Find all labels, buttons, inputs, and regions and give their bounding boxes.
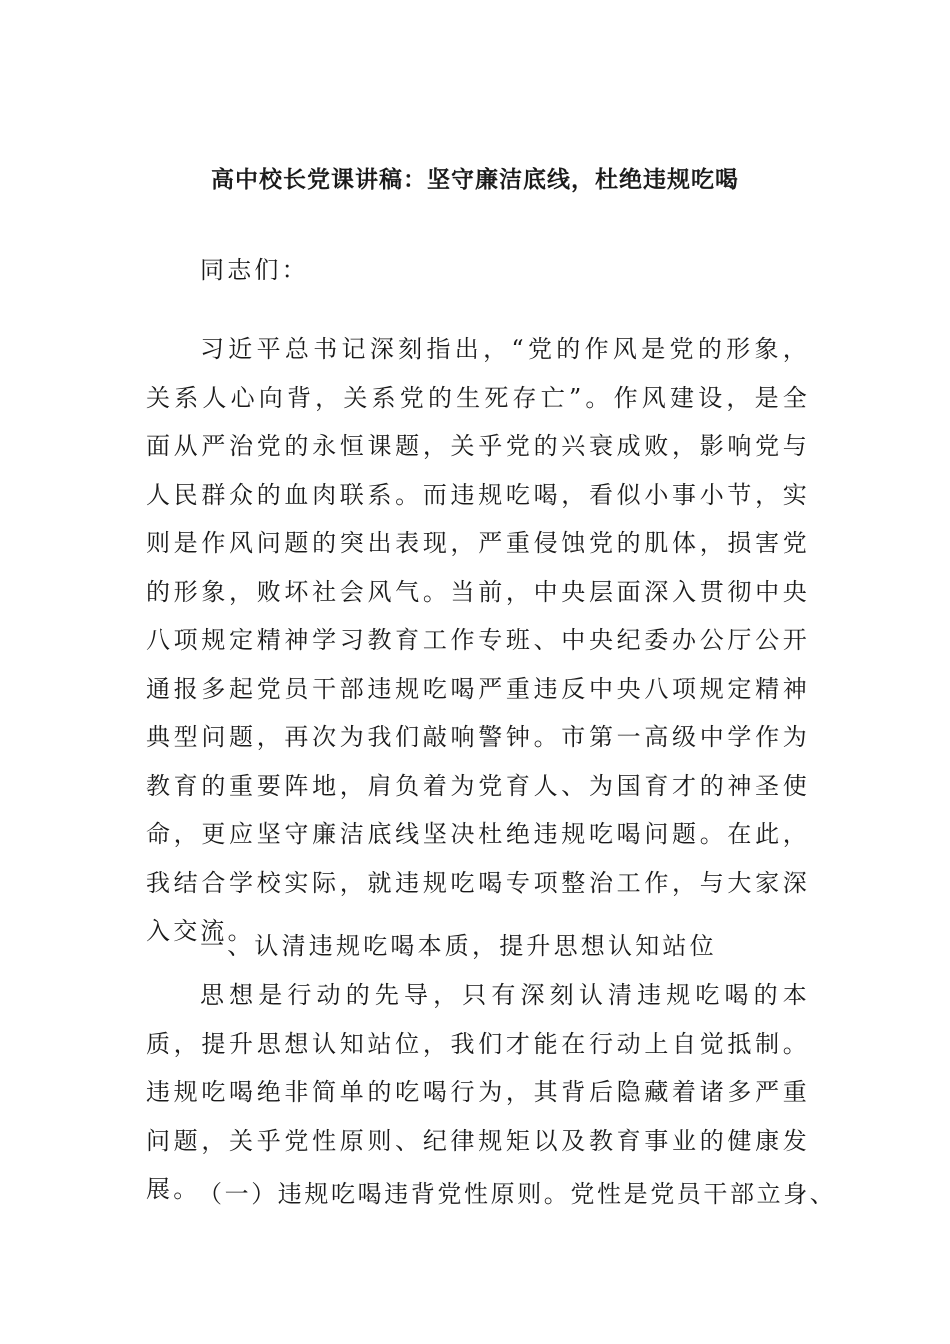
greeting: 同志们： (200, 256, 309, 284)
paragraph-intro: 习近平总书记深刻指出，“党的作风是党的形象，关系人心向背，关系党的生死存亡”。作风建设，是全面从严治党的永恒课题，关乎党的兴衰成败，影响党与人民群众的血肉联系。而违规吃喝，看似小事小节，实则是作风问题的突出表现，严重侵蚀党的肌体，损害党的形象，败坏社会风气。当前，中央层面深入贯彻中央八项规定精神学习教育工作专班、中央纪委办公厅公开通报多起党员干部违规吃喝严重违反中央八项规定精神典型问题，再次为我们敲响警钟。市第一高级中学作为教育的重要阵地，肩负着为党育人、为国育才的神圣使命，更应坚守廉洁底线坚决杜绝违规吃喝问题。在此，我结合学校实际，就违规吃喝专项整治工作，与大家深入交流。 (146, 335, 810, 945)
section-heading-1: 一、认清违规吃喝本质，提升思想认知站位 (200, 932, 717, 960)
paragraph-section-1: 思想是行动的先导，只有深刻认清违规吃喝的本质，提升思想认知站位，我们才能在行动上自觉抵制。违规吃喝绝非简单的吃喝行为，其背后隐藏着诸多严重问题，关乎党性原则、纪律规矩以及教育事业的健康发展。 (146, 981, 810, 1203)
document-title: 高中校长党课讲稿：坚守廉洁底线，杜绝违规吃喝 (211, 166, 739, 193)
subsection-heading-1: （一）违规吃喝违背党性原则。党性是党员干部立身、 (198, 1180, 837, 1208)
